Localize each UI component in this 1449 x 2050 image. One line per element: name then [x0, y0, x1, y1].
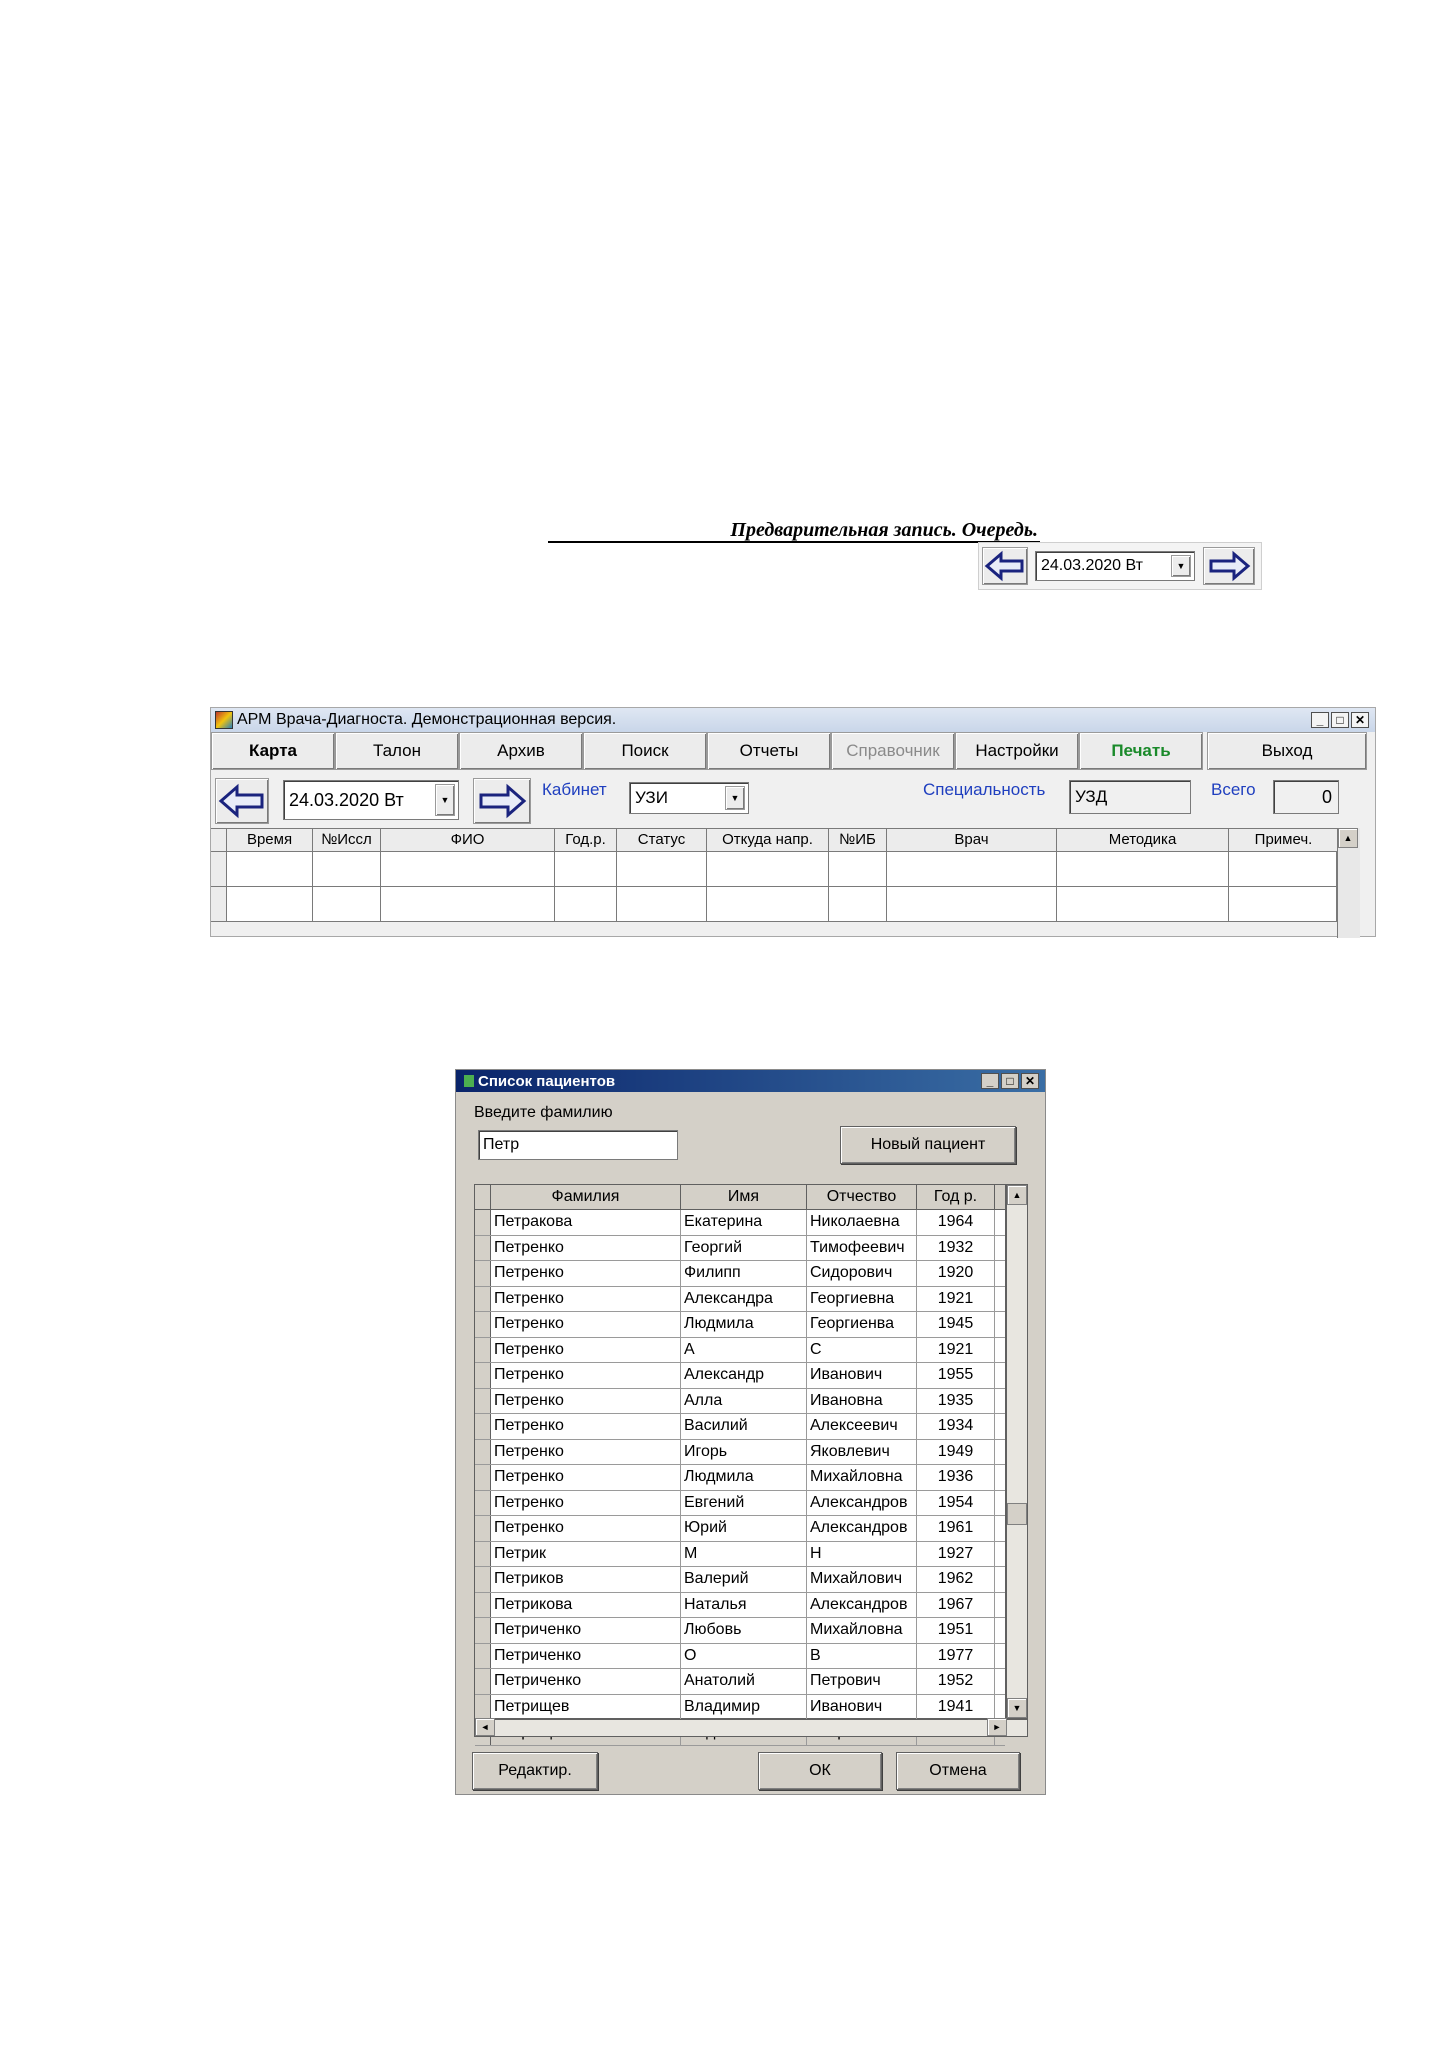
table-row[interactable]: [475, 1644, 1005, 1670]
new-patient-button[interactable]: Новый пациент: [840, 1126, 1016, 1164]
cell-year: 1962: [917, 1567, 995, 1592]
row-indicator[interactable]: [475, 1491, 491, 1516]
scroll-up-icon[interactable]: ▲: [1007, 1185, 1027, 1205]
table-row[interactable]: [211, 887, 1337, 922]
cell-name: Юрий: [681, 1516, 807, 1541]
cell-patronymic: Николаевна: [807, 1210, 917, 1235]
maximize-icon[interactable]: □: [1001, 1073, 1019, 1089]
cell-patronymic: Яковлевич: [807, 1440, 917, 1465]
menu-reports-button[interactable]: Отчеты: [707, 732, 831, 770]
cell-name: Людмила: [681, 1312, 807, 1337]
table-row[interactable]: [475, 1567, 1005, 1593]
row-indicator-col: [475, 1185, 491, 1209]
table-row[interactable]: [475, 1695, 1005, 1721]
row-indicator[interactable]: [475, 1236, 491, 1261]
table-row[interactable]: [475, 1414, 1005, 1440]
app-icon: [215, 711, 233, 729]
cell-surname: Петренко: [491, 1338, 681, 1363]
table-row[interactable]: [475, 1669, 1005, 1695]
cell-patronymic: Александров: [807, 1593, 917, 1618]
menu-archive-button[interactable]: Архив: [459, 732, 583, 770]
cell-surname: Петренко: [491, 1389, 681, 1414]
scroll-left-icon[interactable]: ◄: [475, 1718, 495, 1736]
cell-patronymic: Михайловна: [807, 1465, 917, 1490]
row-indicator[interactable]: [475, 1210, 491, 1235]
col-surname[interactable]: Фамилия: [491, 1185, 681, 1209]
row-indicator[interactable]: [475, 1338, 491, 1363]
cell-patronymic: Георгиевна: [807, 1287, 917, 1312]
cell-surname: Петренко: [491, 1236, 681, 1261]
cell-name: Анатолий: [681, 1669, 807, 1694]
cell-surname: Петренко: [491, 1440, 681, 1465]
cell-surname: Петриков: [491, 1567, 681, 1592]
surname-search-input[interactable]: [478, 1130, 678, 1160]
cell-surname: Петренко: [491, 1516, 681, 1541]
cell-surname: Петриченко: [491, 1644, 681, 1669]
patient-table-body: [475, 1210, 1005, 1746]
col-ib-number[interactable]: №ИБ: [829, 829, 887, 851]
cell-patronymic: Петрович: [807, 1669, 917, 1694]
table-row[interactable]: [475, 1516, 1005, 1542]
chevron-down-icon[interactable]: ▼: [435, 784, 455, 816]
cell-name: Евгений: [681, 1491, 807, 1516]
cell-patronymic: Александров: [807, 1516, 917, 1541]
minimize-icon[interactable]: _: [981, 1073, 999, 1089]
cell-year: 1951: [917, 1618, 995, 1643]
cell-patronymic: Иванович: [807, 1695, 917, 1720]
cell-year: 1977: [917, 1644, 995, 1669]
cell-year: 1955: [917, 1363, 995, 1388]
cell-name: Валерий: [681, 1567, 807, 1592]
main-toolbar: [211, 770, 1375, 828]
cabinet-select[interactable]: [629, 782, 749, 814]
cell-name: А: [681, 1338, 807, 1363]
cell-surname: Петрик: [491, 1542, 681, 1567]
maximize-icon[interactable]: □: [1331, 712, 1349, 728]
table-row[interactable]: [475, 1287, 1005, 1313]
row-indicator[interactable]: [475, 1542, 491, 1567]
grid-scrollbar[interactable]: [1337, 828, 1360, 938]
menu-reference-button[interactable]: Справочник: [831, 732, 955, 770]
cabinet-label: Кабинет: [542, 780, 607, 799]
cancel-button[interactable]: Отмена: [896, 1752, 1020, 1790]
table-row[interactable]: [475, 1440, 1005, 1466]
scroll-right-icon[interactable]: ►: [987, 1718, 1007, 1736]
cell-patronymic: Н: [807, 1542, 917, 1567]
close-icon[interactable]: ✕: [1021, 1073, 1039, 1089]
search-label: Введите фамилию: [474, 1104, 613, 1121]
cell-patronymic: Михайловна: [807, 1618, 917, 1643]
page-heading: Предварительная запись. Очередь.: [548, 519, 1040, 543]
col-method[interactable]: Методика: [1057, 829, 1229, 851]
cell-year: 1921: [917, 1338, 995, 1363]
col-referral-source[interactable]: Откуда напр.: [707, 829, 829, 851]
cell-surname: Петренко: [491, 1491, 681, 1516]
cell-name: Наталья: [681, 1593, 807, 1618]
row-indicator[interactable]: [475, 1389, 491, 1414]
col-time[interactable]: Время: [227, 829, 313, 851]
table-row[interactable]: [475, 1261, 1005, 1287]
cell-name: Александра: [681, 1287, 807, 1312]
cell-year: 1935: [917, 1389, 995, 1414]
row-indicator[interactable]: [475, 1669, 491, 1694]
cell-year: 1921: [917, 1287, 995, 1312]
cell-year: 1932: [917, 1236, 995, 1261]
table-row[interactable]: [475, 1593, 1005, 1619]
col-doctor[interactable]: Врач: [887, 829, 1057, 851]
cell-surname: Петренко: [491, 1363, 681, 1388]
col-name[interactable]: Имя: [681, 1185, 807, 1209]
cell-patronymic: Михайлович: [807, 1567, 917, 1592]
table-row[interactable]: [475, 1236, 1005, 1262]
cell-surname: Петренко: [491, 1414, 681, 1439]
cell-name: Екатерина: [681, 1210, 807, 1235]
cell-patronymic: С: [807, 1338, 917, 1363]
patient-dialog-titlebar: [456, 1070, 1045, 1092]
cell-year: 1936: [917, 1465, 995, 1490]
next-day-button[interactable]: [1203, 547, 1255, 585]
row-indicator[interactable]: [475, 1516, 491, 1541]
cell-surname: Петренко: [491, 1312, 681, 1337]
grid-indicator-col: [211, 829, 227, 851]
close-icon[interactable]: ✕: [1351, 712, 1369, 728]
row-indicator[interactable]: [475, 1465, 491, 1490]
cell-year: 1961: [917, 1516, 995, 1541]
prev-day-button[interactable]: [982, 547, 1028, 585]
patient-hscrollbar[interactable]: [474, 1719, 1028, 1737]
col-exam-number[interactable]: №Иссл: [313, 829, 381, 851]
row-indicator[interactable]: [475, 1363, 491, 1388]
main-menu: [211, 732, 1375, 770]
main-prev-day-button[interactable]: [215, 778, 269, 824]
table-row[interactable]: [475, 1618, 1005, 1644]
table-row[interactable]: [475, 1465, 1005, 1491]
specialty-field: УЗД: [1069, 780, 1191, 814]
cell-name: Василий: [681, 1414, 807, 1439]
cell-year: 1941: [917, 1695, 995, 1720]
patient-vscrollbar[interactable]: [1006, 1184, 1028, 1719]
table-row[interactable]: [475, 1389, 1005, 1415]
row-indicator[interactable]: [475, 1261, 491, 1286]
menu-search-button[interactable]: Поиск: [583, 732, 707, 770]
cell-surname: Петрикова: [491, 1593, 681, 1618]
cell-patronymic: В: [807, 1644, 917, 1669]
row-indicator[interactable]: [475, 1644, 491, 1669]
cell-name: Александр: [681, 1363, 807, 1388]
schedule-grid: [211, 828, 1375, 922]
cell-name: Георгий: [681, 1236, 807, 1261]
row-indicator[interactable]: [475, 1695, 491, 1720]
cell-name: Филипп: [681, 1261, 807, 1286]
cell-year: 1954: [917, 1491, 995, 1516]
scroll-thumb[interactable]: [1007, 1503, 1027, 1525]
main-next-day-button[interactable]: [473, 778, 531, 824]
col-year[interactable]: Год р.: [917, 1185, 995, 1209]
minimize-icon[interactable]: _: [1311, 712, 1329, 728]
cell-year: 1945: [917, 1312, 995, 1337]
main-titlebar: [211, 708, 1375, 732]
cell-surname: Петренко: [491, 1261, 681, 1286]
scroll-down-icon[interactable]: ▼: [1007, 1698, 1027, 1718]
arrow-right-icon: [478, 784, 526, 818]
menu-exit-button[interactable]: Выход: [1207, 732, 1367, 770]
top-date-navigator: [978, 542, 1262, 590]
total-label: Всего: [1211, 780, 1256, 799]
cell-year: 1949: [917, 1440, 995, 1465]
cell-surname: Петренко: [491, 1465, 681, 1490]
row-indicator[interactable]: [475, 1567, 491, 1592]
menu-settings-button[interactable]: Настройки: [955, 732, 1079, 770]
cell-patronymic: Ивановна: [807, 1389, 917, 1414]
cell-surname: Петракова: [491, 1210, 681, 1235]
row-indicator[interactable]: [475, 1440, 491, 1465]
col-birth-year[interactable]: Год.р.: [555, 829, 617, 851]
cell-patronymic: Тимофеевич: [807, 1236, 917, 1261]
cell-surname: Петренко: [491, 1287, 681, 1312]
specialty-label: Специальность: [923, 780, 1046, 799]
cell-year: 1964: [917, 1210, 995, 1235]
total-count: 0: [1273, 780, 1339, 814]
arrow-left-icon: [985, 551, 1025, 581]
cabinet-value: УЗИ: [635, 788, 668, 807]
table-row[interactable]: [475, 1210, 1005, 1236]
cell-surname: Петриченко: [491, 1669, 681, 1694]
menu-print-button[interactable]: Печать: [1079, 732, 1203, 770]
col-fio[interactable]: ФИО: [381, 829, 555, 851]
patient-table: [474, 1184, 1006, 1719]
cell-name: Игорь: [681, 1440, 807, 1465]
col-status[interactable]: Статус: [617, 829, 707, 851]
cell-patronymic: Иванович: [807, 1363, 917, 1388]
cell-year: 1920: [917, 1261, 995, 1286]
main-date-value: 24.03.2020 Вт: [289, 789, 404, 810]
col-patronymic[interactable]: Отчество: [807, 1185, 917, 1209]
dialog-icon: [464, 1075, 474, 1087]
top-date-select[interactable]: [1035, 551, 1195, 581]
cell-name: М: [681, 1542, 807, 1567]
cell-year: 1934: [917, 1414, 995, 1439]
patient-dialog-title: Список пациентов: [478, 1072, 616, 1090]
cell-name: О: [681, 1644, 807, 1669]
table-row[interactable]: [475, 1338, 1005, 1364]
patient-table-header: [475, 1185, 1005, 1210]
patient-list-dialog: [455, 1069, 1046, 1795]
cell-patronymic: Александров: [807, 1491, 917, 1516]
cell-surname: Петрищев: [491, 1695, 681, 1720]
table-row[interactable]: [475, 1542, 1005, 1568]
table-row[interactable]: [475, 1491, 1005, 1517]
arrow-right-icon: [1208, 551, 1250, 581]
cell-name: Владимир: [681, 1695, 807, 1720]
cell-patronymic: Георгиенва: [807, 1312, 917, 1337]
col-notes[interactable]: Примеч.: [1229, 829, 1339, 851]
scroll-up-icon[interactable]: ▲: [1338, 828, 1358, 848]
cell-surname: Петриченко: [491, 1618, 681, 1643]
cell-patronymic: Сидорович: [807, 1261, 917, 1286]
menu-karta-button[interactable]: Карта: [211, 732, 335, 770]
main-window: [210, 707, 1376, 937]
row-indicator[interactable]: [475, 1414, 491, 1439]
cell-year: 1952: [917, 1669, 995, 1694]
row-indicator[interactable]: [475, 1287, 491, 1312]
cell-patronymic: Алексеевич: [807, 1414, 917, 1439]
row-indicator[interactable]: [475, 1312, 491, 1337]
chevron-down-icon[interactable]: ▼: [725, 786, 745, 810]
row-indicator[interactable]: [475, 1618, 491, 1643]
table-row[interactable]: [475, 1363, 1005, 1389]
arrow-left-icon: [219, 784, 265, 818]
table-row[interactable]: [475, 1312, 1005, 1338]
table-row[interactable]: [211, 852, 1337, 887]
edit-button[interactable]: Редактир.: [472, 1752, 598, 1790]
cell-year: 1927: [917, 1542, 995, 1567]
cell-name: Алла: [681, 1389, 807, 1414]
ok-button[interactable]: ОК: [758, 1752, 882, 1790]
main-date-select[interactable]: [283, 780, 459, 820]
cell-name: Людмила: [681, 1465, 807, 1490]
main-window-title: АРМ Врача-Диагноста. Демонстрационная версия.: [237, 711, 617, 728]
cell-year: 1967: [917, 1593, 995, 1618]
chevron-down-icon[interactable]: ▼: [1171, 555, 1191, 577]
menu-talon-button[interactable]: Талон: [335, 732, 459, 770]
row-indicator[interactable]: [475, 1593, 491, 1618]
top-date-value: 24.03.2020 Вт: [1041, 557, 1143, 574]
cell-name: Любовь: [681, 1618, 807, 1643]
